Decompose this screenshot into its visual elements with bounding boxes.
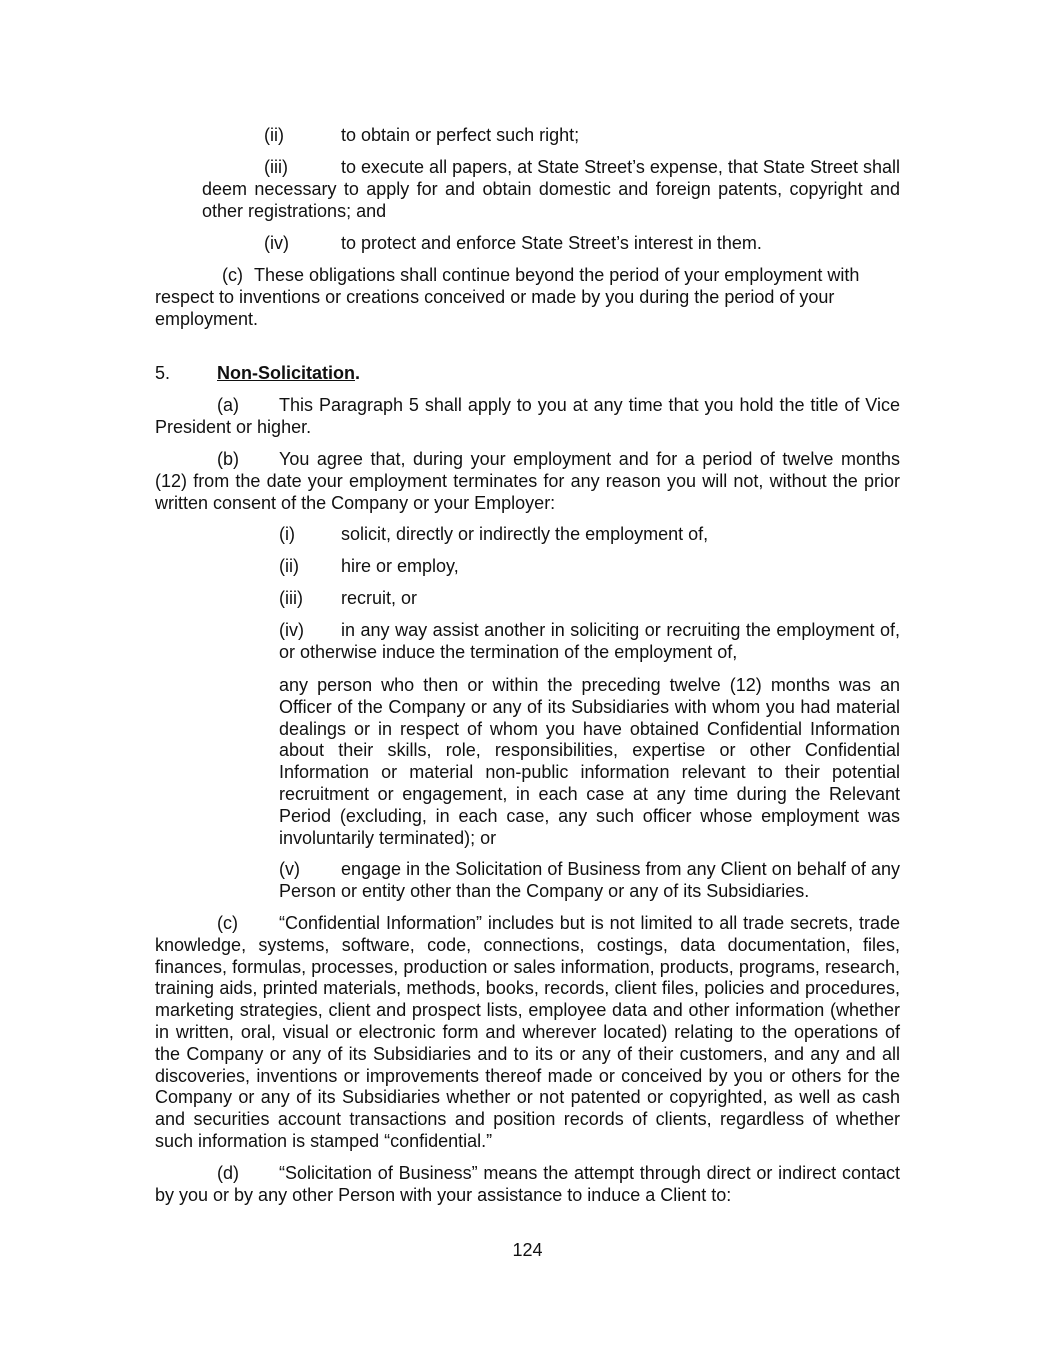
any-person-paragraph: any person who then or within the preceding twelve (12) months was an Officer of the Company or any of its Subsidiaries with whom you had material dealings or in respect of whom you have obtained Confidential Information about their skills, role, responsibilities, expertise or other Confidential Information or material non-public information relevant to their potential recruitment or engagement, in each case at any time during the Relevant Period (excluding, in each case, any such officer whose employment was involuntarily terminated); or	[279, 675, 900, 848]
list-item-text: to protect and enforce State Street’s interest in them.	[341, 233, 762, 253]
list-item-text: to obtain or perfect such right;	[341, 125, 580, 145]
paragraph-number: (c)	[217, 913, 238, 933]
section-title: Non-Solicitation	[217, 363, 355, 383]
list-item-number: (iii)	[264, 157, 288, 177]
sub-item-text: engage in the Solicitation of Business from any Client on behalf of any Person or entity other than the Company or any of its Subsidiaries.	[279, 859, 900, 901]
paragraph-d	[155, 1163, 900, 1207]
sub-item-iv	[279, 620, 900, 664]
paragraph-text: This Paragraph 5 shall apply to you at any time that you hold the title of Vice President or higher.	[155, 395, 900, 437]
paragraph-c-confidential-information	[155, 913, 900, 1153]
list-item-number: (iv)	[264, 233, 289, 253]
list-item-text: to execute all papers, at State Street’s expense, that State Street shall deem necessary to apply for and obtain domestic and foreign patents, copyright and other registrations; and	[202, 157, 901, 221]
paragraph-text: You agree that, during your employment and for a period of twelve months (12) from the date your employment terminates for any reason you will not, without the prior written consent of the Company or your Employer:	[155, 449, 900, 513]
sub-item-number: (ii)	[279, 556, 299, 576]
sub-item-number: (v)	[279, 859, 300, 879]
paragraph-c-obligations	[155, 265, 900, 330]
paragraph-number: (b)	[217, 449, 239, 469]
paragraph-number: (c)	[222, 265, 243, 285]
paragraph-text: “Confidential Information” includes but is not limited to all trade secrets, trade knowledge, systems, software, code, connections, costings, data documentation, files, finances, formulas, processes, production or sales information, products, programs, research, training aids, printed materials, methods, books, records, client files, policies and procedures, marketing strategies, client and prospect lists, employee data and other information (whether in written, oral, visual or electronic form and wherever located) relating to the operations of the Company or any of its Subsidiaries and to its or any of their customers, and any and all discoveries, inventions or improvements thereof made or conceived by you or others for the Company or any of its Subsidiaries whether or not patented or copyrighted, as well as cash and securities account transactions and position records of clients, regardless of whether such information is stamped “confidential.”	[155, 913, 900, 1151]
sub-item-v	[279, 859, 900, 903]
page-number: 124	[512, 1240, 543, 1260]
paragraph-b	[155, 449, 900, 514]
paragraph-a	[155, 395, 900, 439]
sub-item-text: hire or employ,	[341, 556, 459, 576]
sub-item-text: in any way assist another in soliciting or recruiting the employment of, or otherwise induce the termination of the employment of,	[279, 620, 900, 662]
paragraph-number: (d)	[217, 1163, 239, 1183]
section-heading	[155, 363, 361, 385]
paragraph-text: “Solicitation of Business” means the attempt through direct or indirect contact by you or by any other Person with your assistance to induce a Client to:	[155, 1163, 900, 1205]
paragraph-number: (a)	[217, 395, 239, 415]
sub-item-number: (i)	[279, 524, 295, 544]
sub-item-text: recruit, or	[341, 588, 418, 608]
section-number: 5.	[155, 363, 171, 383]
sub-item-text: solicit, directly or indirectly the employment of,	[341, 524, 709, 544]
list-item-iii	[202, 157, 900, 222]
list-item-number: (ii)	[264, 125, 284, 145]
paragraph-text: These obligations shall continue beyond the period of your employment with respect to inventions or creations conceived or made by you during the period of your employment.	[155, 265, 860, 329]
section-title-period: .	[355, 363, 361, 383]
sub-item-number: (iii)	[279, 588, 303, 608]
sub-item-number: (iv)	[279, 620, 304, 640]
